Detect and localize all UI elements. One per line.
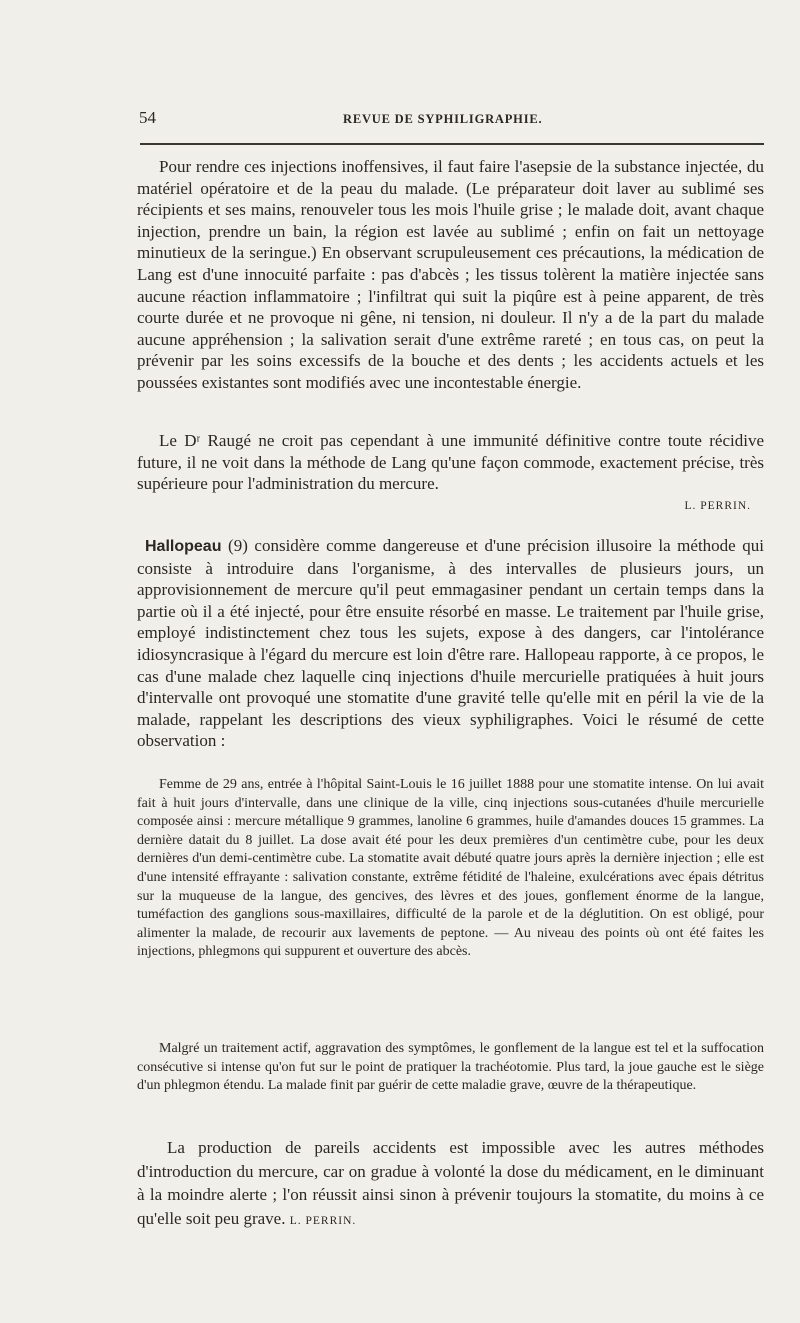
author-name: Hallopeau <box>145 538 222 555</box>
page-header <box>139 108 763 130</box>
signature-perrin-1: L. PERRIN. <box>684 500 751 512</box>
case-report-paragraph: Femme de 29 ans, entrée à l'hôpital Saint-Louis le 16 juillet 1888 pour une stomatite intense. On lui avait fait à huit jours d'intervalle, dans une clinique de la ville, cinq injections sous-cutanées d'huile mercurielle composée ainsi : mercure métallique 9 grammes, lanoline 6 grammes, huile d'amandes douces 15 grammes. La dernière datait du 8 juillet. La dose avait été pour les deux premières d'un centimètre cube, pour les deux dernières d'un demi-centimètre cube. La stomatite avait débuté quatre jours après la dernière injection ; elle est d'une intensité effrayante : salivation constante, extrême fétidité de l'haleine, exulcérations avec épais détritus sur la muqueuse de la langue, des gencives, des lèvres et des joues, gonflement énorme de la langue, tuméfaction des ganglions sous-maxillaires, difficulté de la parole et de la déglutition. On est obligé, pour alimenter la malade, de recourir aux lavements de peptone. — Au niveau des points où ont été faites les injections, phlegmons qui suppurent et ouverture des abcès. <box>137 777 764 960</box>
paragraph-hallopeau <box>137 535 764 752</box>
page-number: 54 <box>139 108 156 127</box>
paragraph-rauge: Le Dʳ Raugé ne croit pas cependant à une immunité définitive contre toute récidive future, il ne voit dans la méthode de Lang qu'une façon commode, exactement précise, très supérieure pour l'administration du mercure. <box>137 431 764 494</box>
paragraph-asepsis: Pour rendre ces injections inoffensives, il faut faire l'asepsie de la substance injectée, du matériel opératoire et de la peau du malade. (Le préparateur doit laver au sublimé ses récipients et ses mains, renouveler tous les mois l'huile grise ; le malade doit, avant chaque injection, prendre un bain, la région est lavée au sublimé ; enfin on fait un nettoyage minutieux de la seringue.) En observant scrupuleusement ces précautions, la médication de Lang est d'une innocuité parfaite : pas d'abcès ; les tissus tolèrent la matière injectée sans aucune réaction inflammatoire ; l'infiltrat qui suit la piqûre est à peine apparent, de très courte durée et ne provoque ni gêne, ni tension, ni douleur. Il n'y a de la part du malade aucune appréhension ; la salivation serait d'une extrême rareté ; en tous cas, on peut la prévenir par les soins excessifs de la bouche et des dents ; les accidents actuels et les poussées existantes sont modifiés avec une incontestable énergie. <box>137 157 764 392</box>
signature-perrin-2: L. PERRIN. <box>289 1214 357 1227</box>
header-rule <box>140 143 764 145</box>
case-outcome-paragraph: Malgré un traitement actif, aggravation des symptômes, le gonflement de la langue est tel et la suffocation consécutive si intense qu'on fut sur le point de pratiquer la trachéotomie. Plus tard, la joue gauche est le siège d'un phlegmon étendu. La malade finit par guérir de cette maladie grave, œuvre de la thérapeutique. <box>137 1041 764 1094</box>
paragraph-conclusion <box>137 1136 764 1233</box>
paragraph-hallopeau-text: (9) considère comme dangereuse et d'une précision illusoire la méthode qui consiste à introduire dans l'organisme, à des intervalles de plusieurs jours, un approvisionnement de mercure qu'il peut emmagasiner pendant un certain temps dans la partie où il a été injecté, pour être ensuite résorbé en masse. Le traitement par l'huile grise, employé indistinctement chez tous les sujets, expose à des dangers, car l'intolérance idiosyncrasique à l'égard du mercure est loin d'être rare. Hallopeau rapporte, à ce propos, le cas d'une malade chez laquelle cinq injections d'huile mercurielle pratiquées à huit jours d'intervalle ont provoqué une stomatite d'une gravité telle qu'elle mit en péril la vie de la malade, rappelant les descriptions des vieux syphiligraphes. Voici le résumé de cette observation : <box>137 536 764 751</box>
running-title: REVUE DE SYPHILIGRAPHIE. <box>343 112 543 126</box>
paragraph-conclusion-text: La production de pareils accidents est impossible avec les autres méthodes d'introduction du mercure, car on gradue à volonté la dose du médicament, en le diminuant à la moindre alerte ; l'on réussit ainsi sinon à prévenir toujours la stomatite, du moins à ce qu'elle soit peu grave. <box>137 1138 764 1228</box>
